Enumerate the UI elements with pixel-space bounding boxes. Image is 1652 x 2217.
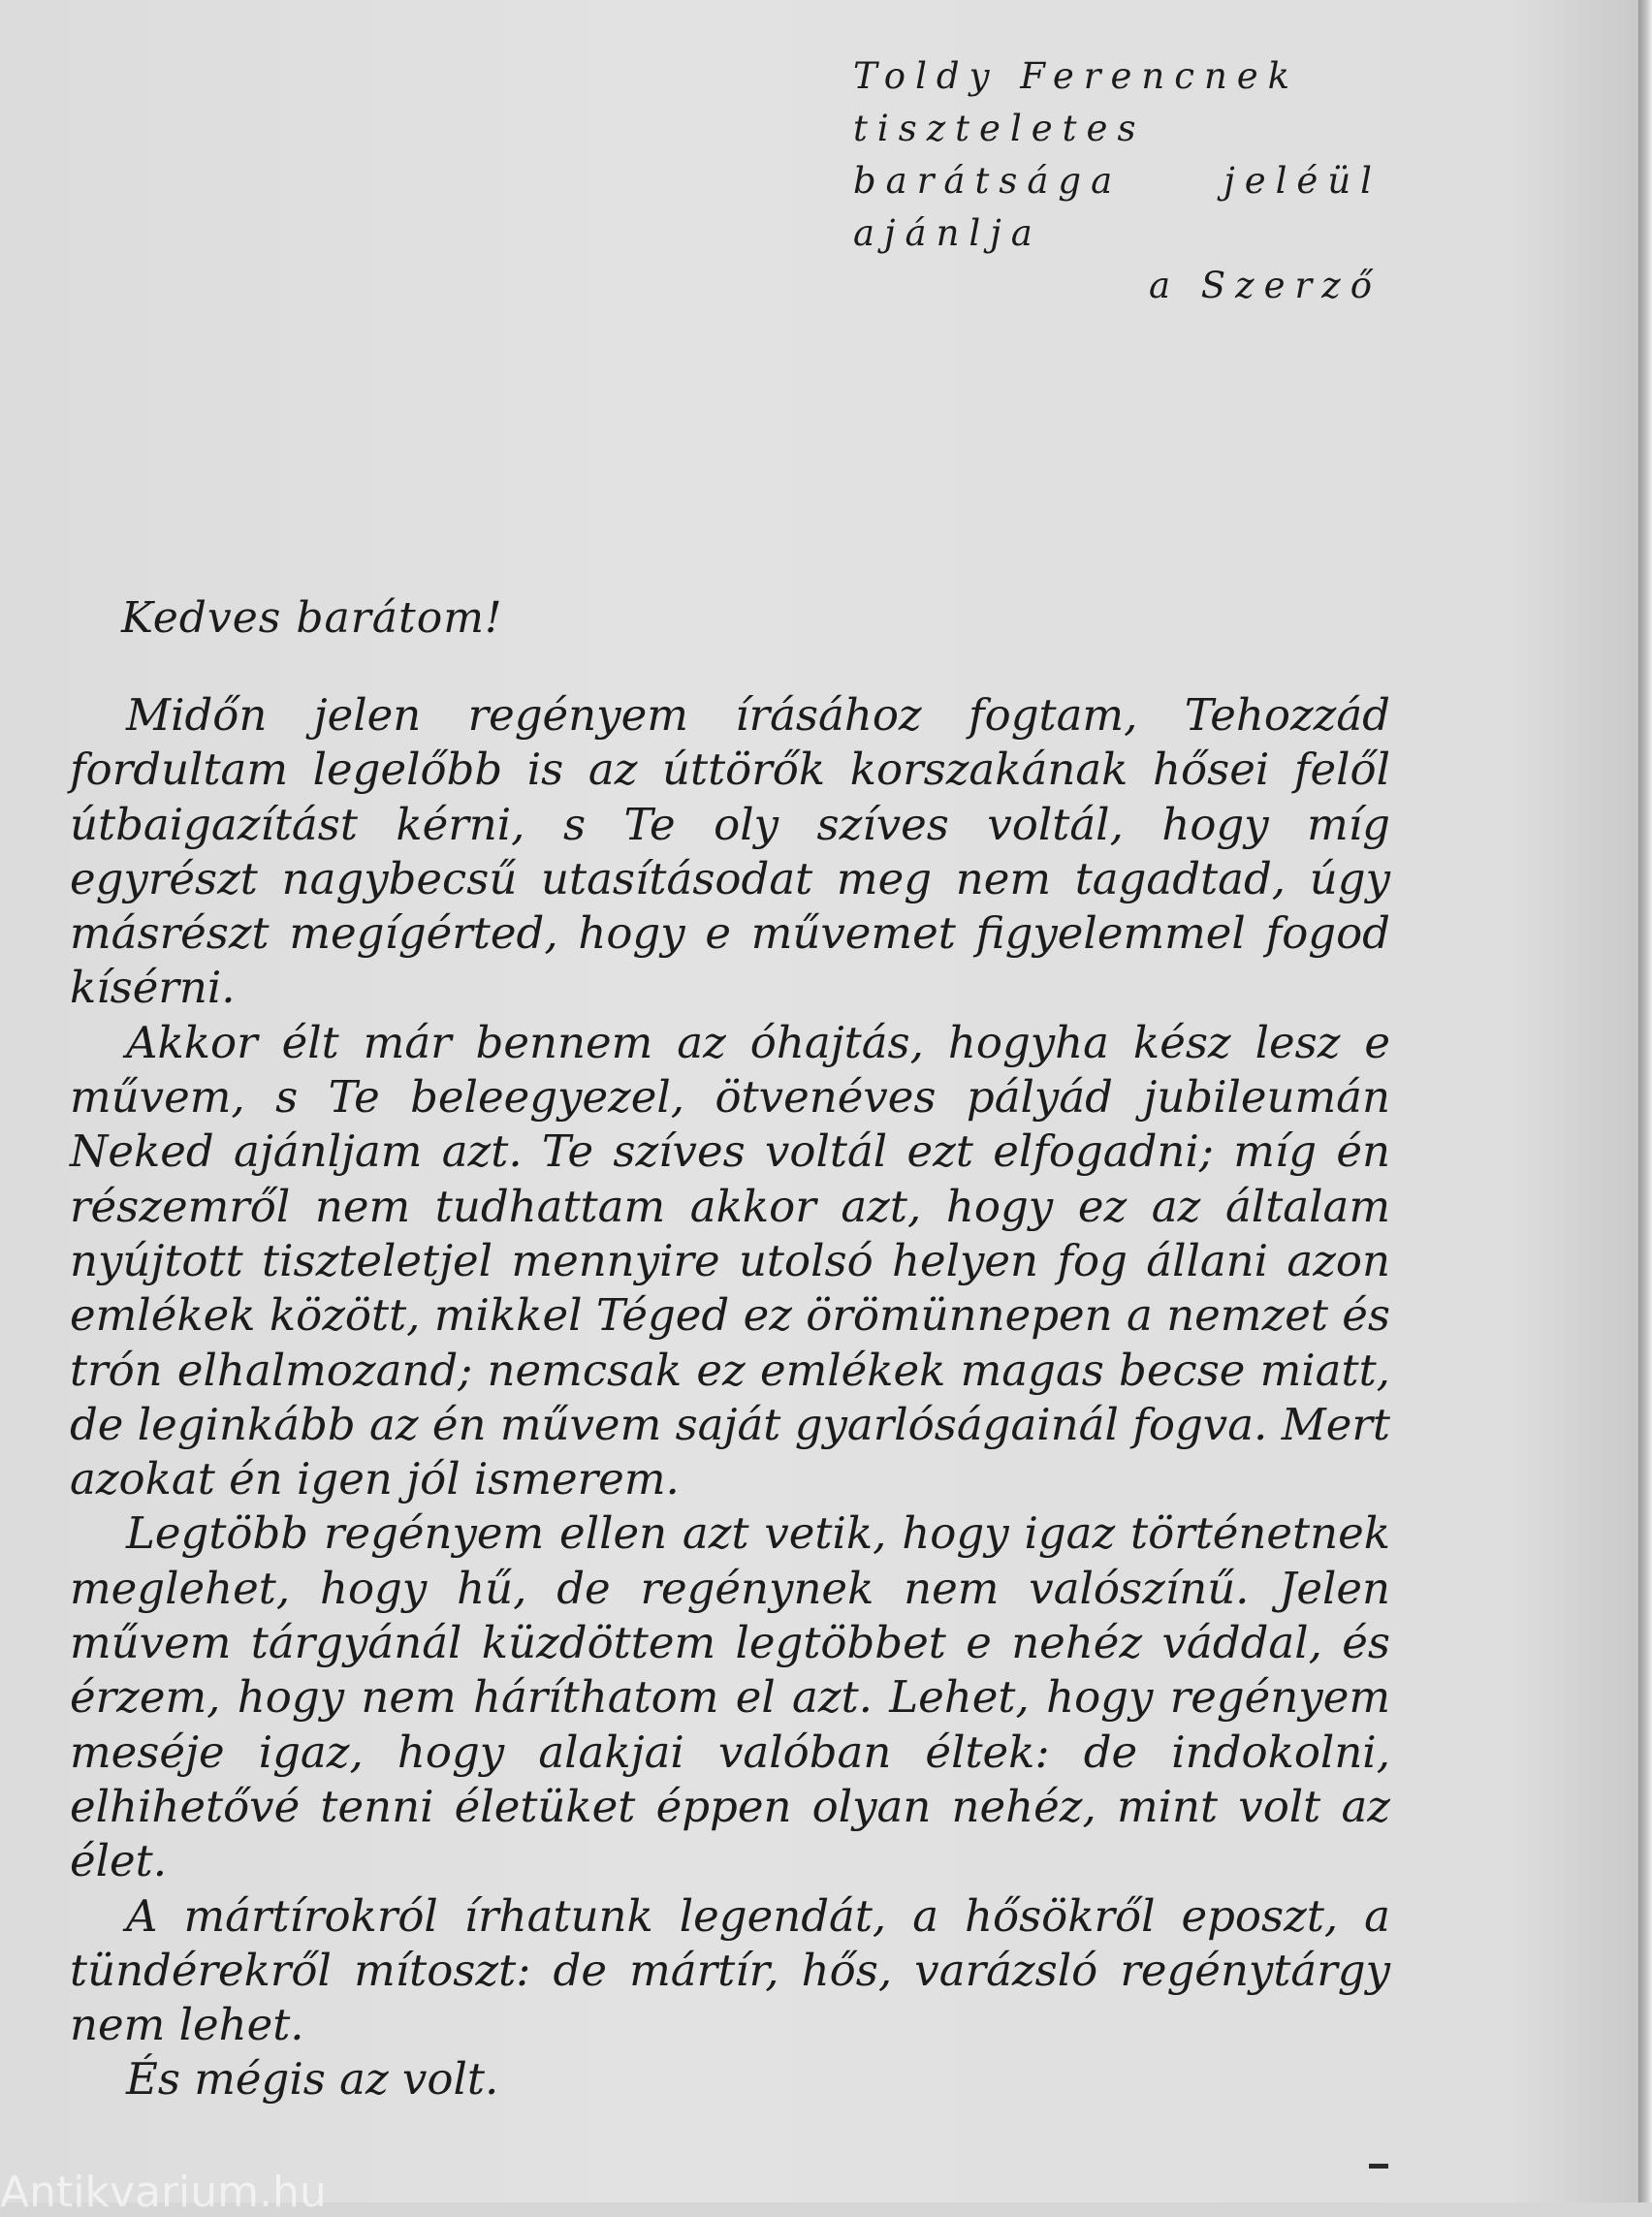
dedication-word: barátsága bbox=[853, 160, 1123, 202]
dedication bbox=[853, 50, 1396, 312]
letter-paragraph: A mártírokról írhatunk legendát, a hősökről eposzt, a tündérekről mítoszt: de mártír, hős, varázsló regénytárgy nem lehet. bbox=[70, 1889, 1390, 2051]
letter-body bbox=[70, 688, 1390, 2107]
letter-salutation: Kedves barátom! bbox=[121, 593, 503, 643]
letter-paragraph: Akkor élt már bennem az óhajtás, hogyha kész lesz e művem, s Te beleegyezel, ötvenéves pályád jubileumán Neked ajánljam azt. Te szíves voltál ezt elfogadni; míg én részemről nem tudhattam akkor azt, hogy ez az általam nyújtott tiszteletjel mennyire utolsó helyen fog állani azon emlékek között, mikkel Téged ez örömünnepen a nemzet és trón elhalmozand; nemcsak ez emlékek magas becse miatt, de leginkább az én művem saját gyarlóságainál fogva. Mert azokat én igen jól ismerem. bbox=[70, 1016, 1390, 1505]
letter-paragraph: És mégis az volt. bbox=[126, 2053, 499, 2106]
dedication-line bbox=[853, 155, 1382, 207]
watermark: Antikvarium.hu bbox=[0, 2168, 327, 2217]
letter-paragraph: Midőn jelen regényem írásához fogtam, Tehozzád fordultam legelőbb is az úttörők korszakának hősei felől útbaigazítást kérni, s Te oly szíves voltál, hogy míg egyrészt nagybecsű utasításodat meg nem tagadtad, úgy másrészt megígérted, hogy e művemet figyelemmel fogod kísérni. bbox=[70, 689, 1390, 1014]
dedication-line: ajánlja bbox=[853, 212, 1042, 254]
page-mark bbox=[1369, 2164, 1388, 2169]
page-edge bbox=[1638, 0, 1652, 2202]
dedication-line: Toldy Ferencnek bbox=[853, 55, 1300, 97]
dedication-line: tiszteletes bbox=[853, 108, 1146, 149]
letter-paragraph: Legtöbb regényem ellen azt vetik, hogy igaz történetnek meglehet, hogy hű, de regénynek nem valószínű. Jelen művem tárgyánál küzdöttem legtöbbet e nehéz váddal, és érzem, hogy nem háríthatom el azt. Lehet, hogy regényem meséje igaz, hogy alakjai valóban éltek: de indokolni, elhihetővé tenni életüket éppen olyan nehéz, mint volt az élet. bbox=[70, 1507, 1390, 1887]
dedication-word: jeléül bbox=[1223, 160, 1382, 202]
dedication-signature: a Szerző bbox=[1148, 265, 1382, 306]
